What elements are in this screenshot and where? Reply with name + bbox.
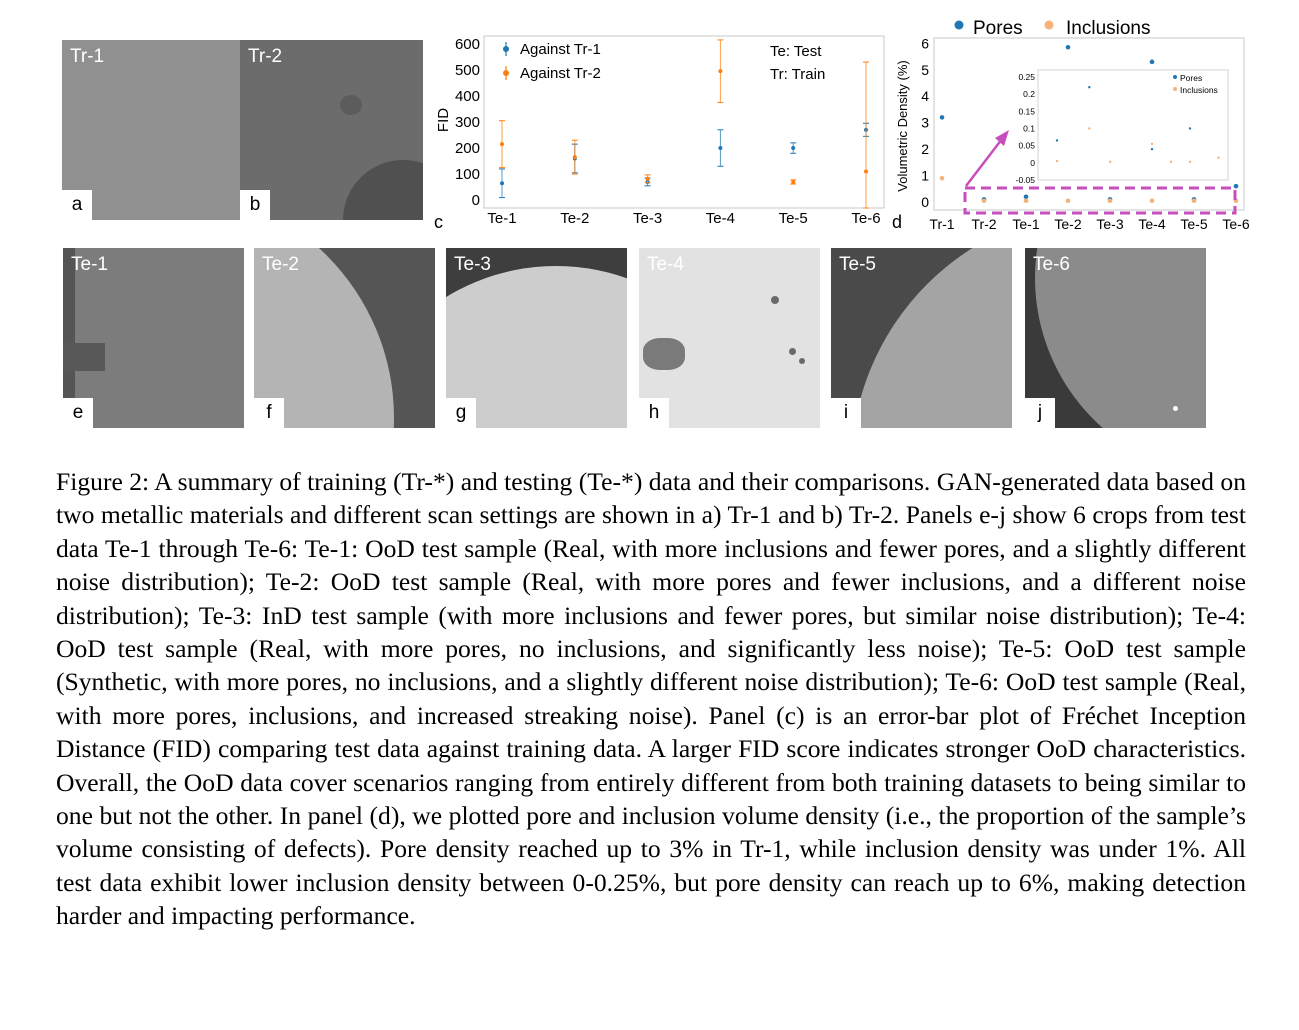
inset-plot (1016, 70, 1228, 185)
y-tick-label: 6 (921, 35, 929, 52)
data-point (1150, 60, 1155, 65)
y-tick-label: 0 (921, 194, 929, 211)
inset-data-point (1109, 161, 1111, 163)
inset-data-point (1088, 86, 1090, 88)
pore-spot (771, 296, 779, 304)
legend-label-inclusions: Inclusions (1066, 18, 1151, 39)
legend (503, 41, 601, 82)
panel-letter-c: c (434, 212, 443, 232)
x-tick-label: Te-6 (851, 210, 881, 227)
inset-y-tick-label: 0.05 (1018, 140, 1035, 151)
legend-marker-pores (955, 21, 964, 30)
pore-spot (789, 348, 796, 355)
panel-title: Te-3 (454, 254, 491, 275)
data-point (1150, 198, 1155, 203)
y-tick-label: 2 (921, 141, 929, 158)
inset-data-point (1151, 143, 1153, 145)
panel-title: Tr-1 (70, 46, 105, 67)
legend-label-tr2: Against Tr-2 (520, 65, 601, 82)
data-point (1192, 198, 1197, 203)
inclusion-region (63, 343, 105, 371)
panel-title: Te-5 (839, 254, 876, 275)
panel-j-te6-image (1025, 248, 1206, 428)
panel-letter-d: d (892, 212, 903, 232)
inset-data-point (1056, 139, 1058, 141)
panel-letter: b (240, 190, 270, 220)
legend-marker-tr1 (503, 46, 509, 52)
pore-cluster (643, 338, 685, 370)
chart-d-density (890, 14, 1250, 234)
x-tick-label: Te-1 (1012, 216, 1040, 232)
y-ticks (455, 36, 480, 209)
legend-label-tr1: Against Tr-1 (520, 41, 601, 58)
inset-data-point (1189, 161, 1191, 163)
data-point (1024, 198, 1029, 203)
data-point (1066, 45, 1071, 50)
inset-legend-marker-pores (1173, 75, 1177, 79)
x-tick-label: Te-2 (560, 210, 590, 227)
data-point (718, 146, 722, 150)
y-ticks (921, 35, 929, 210)
x-tick-label: Te-2 (1054, 216, 1082, 232)
x-ticks (929, 216, 1249, 232)
data-point (864, 170, 868, 174)
y-tick-label: 3 (921, 114, 929, 131)
panel-title: Te-2 (262, 254, 299, 275)
pore-spot (799, 358, 805, 364)
x-tick-label: Tr-1 (929, 216, 955, 232)
inset-legend-marker-inclusions (1173, 87, 1177, 91)
panel-title: Tr-2 (248, 46, 283, 67)
panel-letter: h (639, 398, 669, 428)
panel-h-te4-image (639, 248, 820, 428)
inset-y-tick-label: 0.1 (1023, 123, 1035, 134)
inset-y-tick-label: -0.05 (1015, 175, 1035, 185)
x-tick-label: Te-4 (705, 210, 735, 227)
data-point (791, 146, 795, 150)
pore-spot (340, 95, 362, 115)
y-tick-label: 400 (454, 87, 480, 105)
y-tick-label: 600 (454, 35, 480, 53)
x-tick-label: Te-1 (487, 210, 517, 227)
x-tick-label: Te-4 (1138, 216, 1166, 232)
y-tick-label: 300 (454, 114, 480, 131)
y-tick-label: 100 (454, 166, 480, 184)
y-axis-label: FID (435, 107, 452, 133)
figure-caption: Figure 2: A summary of training (Tr-*) and testing (Te-*) data and their comparisons. GAN-generated data based on two metallic materials and different scan settings are shown in a) Tr-1 and b) Tr-2. Panels e-j show 6 crops from test data Te-1 through Te-6: Te-1: OoD test sample (Real, with more inclusions and fewer pores, and a slightly different noise distribution); Te-2: OoD test sample (Real, with more pores and fewer inclusions, and a different noise distribution); Te-3: InD test sample (with more inclusions and fewer pores, but similar noise distribution); Te-4: OoD test sample (Real, with more pores, no inclusions, and significantly less noise); Te-5: OoD test sample (Synthetic, with more pores, no inclusions, and a slightly different noise distribution); Te-6: OoD test sample (Real, with more pores, inclusions, and increased streaking noise). Panel (c) is an error-bar plot of Fréchet Inception Distance (FID) comparing test data against training data. A larger FID score indicates stronger OoD characteristics. Overall, the OoD data cover scenarios ranging from entirely different from both training datasets to being similar to one but not the other. In panel (d), we plotted pore and inclusion volume density (i.e., the proportion of the sample’s volume consisting of defects). Pore density reached up to 3% in Tr-1, while inclusion density was under 1%. All test data exhibit lower inclusion density between 0-0.25%, but pore density can reach up to 6%, making detection harder and impacting performance. (56, 467, 1246, 931)
data-point (1024, 194, 1029, 199)
shadow-region (343, 160, 423, 220)
x-tick-label: Te-3 (1096, 216, 1124, 232)
panel-g-te3-image (446, 248, 627, 428)
annotation-train: Tr: Train (770, 66, 826, 83)
bright-inclusion (1173, 406, 1178, 411)
panel-title: Te-4 (647, 254, 684, 275)
x-tick-label: Te-5 (1180, 216, 1208, 232)
annotation-test: Te: Test (770, 43, 822, 60)
y-tick-label: 0 (471, 192, 480, 210)
y-tick-label: 1 (921, 167, 929, 184)
inset-data-point (1088, 127, 1090, 129)
panel-letter: i (831, 398, 861, 428)
panel-letter: g (446, 398, 476, 428)
legend (955, 18, 1151, 39)
x-tick-label: Te-6 (1222, 216, 1250, 232)
panel-letter: a (62, 190, 92, 220)
inset-data-point (1056, 160, 1058, 162)
data-point (1108, 198, 1113, 203)
inset-data-point (1217, 156, 1219, 158)
inset-data-point (1151, 148, 1153, 150)
y-tick-label: 200 (454, 140, 480, 158)
x-tick-label: Tr-2 (971, 216, 997, 232)
panel-b-tr2-image (240, 40, 423, 220)
legend-marker-inclusions (1045, 21, 1054, 30)
inset-legend-inclusions: Inclusions (1180, 85, 1218, 95)
panel-title: Te-6 (1033, 254, 1070, 275)
x-tick-label: Te-3 (633, 210, 663, 227)
panel-title: Te-1 (71, 254, 108, 275)
inset-y-tick-label: 0.25 (1018, 71, 1035, 82)
panel-e-te1-image (63, 248, 244, 428)
x-tick-label: Te-5 (778, 210, 808, 227)
chart-c-fid (430, 28, 890, 238)
inset-y-tick-label: 0 (1030, 157, 1035, 168)
panel-f-te2-image (254, 248, 435, 428)
data-point (500, 142, 504, 146)
plot-frame (484, 36, 884, 208)
y-axis-label: Volumetric Density (%) (895, 60, 910, 192)
data-point (940, 115, 945, 120)
panel-a-tr1-image (62, 40, 240, 220)
data-point (1066, 198, 1071, 203)
inset-pointer-arrow (966, 139, 1002, 186)
y-tick-label: 5 (921, 61, 929, 78)
data-point (500, 181, 504, 185)
data-point (982, 198, 987, 203)
inset-y-tick-label: 0.2 (1023, 89, 1035, 100)
panel-i-te5-image (831, 248, 1012, 428)
data-point (573, 155, 577, 159)
panel-letter: e (63, 398, 93, 428)
data-point (646, 177, 650, 181)
inset-legend-pores: Pores (1180, 73, 1203, 83)
data-point (718, 69, 722, 73)
data-point (791, 180, 795, 184)
inset-data-point (1170, 161, 1172, 163)
x-ticks (487, 210, 880, 227)
panel-letter: f (254, 398, 284, 428)
legend-marker-tr2 (503, 70, 509, 76)
inset-data-point (1189, 127, 1191, 129)
panel-letter: j (1025, 398, 1055, 428)
y-tick-label: 4 (921, 88, 929, 105)
y-tick-label: 500 (454, 61, 480, 79)
inset-y-tick-label: 0.15 (1018, 106, 1035, 117)
data-point (1234, 184, 1239, 189)
legend-label-pores: Pores (973, 18, 1023, 39)
data-point (940, 176, 945, 181)
